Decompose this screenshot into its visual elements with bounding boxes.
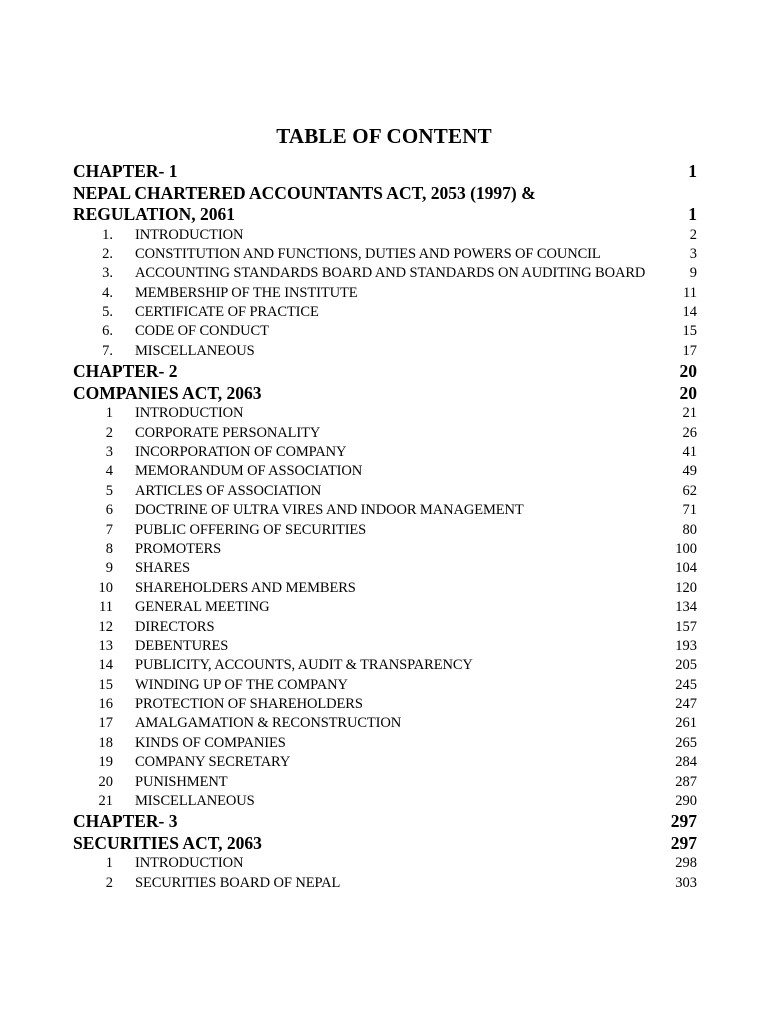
section-page: 261 xyxy=(675,715,697,732)
section-title: MISCELLANEOUS xyxy=(135,793,255,810)
act-title-page: 20 xyxy=(679,382,697,403)
section-number: 7. xyxy=(102,342,113,359)
toc-list xyxy=(73,161,697,893)
section-number: 17 xyxy=(98,715,113,732)
toc-entry-row[interactable] xyxy=(73,676,697,695)
section-page: 3 xyxy=(689,245,697,262)
section-page: 290 xyxy=(675,793,697,810)
section-title: KINDS OF COMPANIES xyxy=(135,734,286,751)
section-page: 15 xyxy=(682,323,697,340)
section-number: 14 xyxy=(98,657,113,674)
toc-title: TABLE OF CONTENT xyxy=(276,124,492,148)
toc-entry-row[interactable] xyxy=(73,303,697,322)
chapter-heading-page: 20 xyxy=(679,361,697,382)
section-number: 13 xyxy=(98,637,113,654)
act-title-page: 1 xyxy=(688,204,697,224)
chapter-heading: CHAPTER- 3 xyxy=(73,811,178,832)
section-title: ARTICLES OF ASSOCIATION xyxy=(135,482,322,499)
section-number: 16 xyxy=(98,696,113,713)
section-page: 205 xyxy=(675,657,697,674)
toc-entry-row[interactable] xyxy=(73,734,697,753)
section-number: 8 xyxy=(105,540,113,557)
act-title-row[interactable] xyxy=(73,383,697,405)
toc-entry-row[interactable] xyxy=(73,264,697,283)
toc-entry-row[interactable] xyxy=(73,226,697,245)
section-page: 14 xyxy=(682,304,697,321)
section-title: SHARES xyxy=(135,560,190,577)
section-title: GENERAL MEETING xyxy=(135,599,270,616)
section-title: CERTIFICATE OF PRACTICE xyxy=(135,304,319,321)
chapter-heading: CHAPTER- 2 xyxy=(73,361,178,382)
toc-entry-row[interactable] xyxy=(73,342,697,361)
section-number: 4. xyxy=(102,284,113,301)
toc-entry-row[interactable] xyxy=(73,521,697,540)
section-title: ACCOUNTING STANDARDS BOARD AND STANDARDS ON AUDITING BOARD xyxy=(135,265,646,282)
section-number: 5 xyxy=(105,482,113,499)
section-number: 1 xyxy=(105,855,113,872)
section-title: PUBLIC OFFERING OF SECURITIES xyxy=(135,521,367,538)
toc-entry-row[interactable] xyxy=(73,618,697,637)
chapter-heading-row[interactable] xyxy=(73,811,697,833)
section-page: 245 xyxy=(675,676,697,693)
toc-entry-row[interactable] xyxy=(73,404,697,423)
section-page: 80 xyxy=(682,521,697,538)
section-page: 17 xyxy=(682,342,697,359)
section-page: 157 xyxy=(675,618,697,635)
section-page: 247 xyxy=(675,696,697,713)
toc-entry-row[interactable] xyxy=(73,540,697,559)
section-title: MISCELLANEOUS xyxy=(135,342,255,359)
section-title: PROMOTERS xyxy=(135,540,222,557)
toc-entry-row[interactable] xyxy=(73,854,697,873)
chapter-heading: CHAPTER- 1 xyxy=(73,161,178,181)
section-number: 21 xyxy=(98,793,113,810)
act-title-line2: REGULATION, 2061 xyxy=(73,204,236,224)
section-title: DEBENTURES xyxy=(135,637,229,654)
section-title: INCORPORATION OF COMPANY xyxy=(135,444,347,461)
section-page: 71 xyxy=(682,502,697,519)
section-page: 41 xyxy=(682,444,697,461)
section-title: PUNISHMENT xyxy=(135,773,228,790)
section-number: 9 xyxy=(105,560,113,577)
act-title-row[interactable] xyxy=(73,833,697,855)
section-number: 1. xyxy=(102,226,113,243)
section-title: DIRECTORS xyxy=(135,618,215,635)
chapter-heading-page: 1 xyxy=(688,161,697,181)
section-page: 284 xyxy=(675,754,697,771)
section-number: 20 xyxy=(98,773,113,790)
toc-entry-row[interactable] xyxy=(73,284,697,303)
section-number: 1 xyxy=(105,405,113,422)
section-title: PUBLICITY, ACCOUNTS, AUDIT & TRANSPARENCY xyxy=(135,657,473,674)
section-title: DOCTRINE OF ULTRA VIRES AND INDOOR MANAGEMENT xyxy=(135,502,524,519)
section-number: 6 xyxy=(105,502,113,519)
section-page: 26 xyxy=(682,424,697,441)
section-page: 62 xyxy=(682,482,697,499)
section-number: 15 xyxy=(98,676,113,693)
section-number: 11 xyxy=(99,599,113,616)
toc-entry-row[interactable] xyxy=(73,443,697,462)
act-title-page: 297 xyxy=(670,832,697,853)
toc-entry-row[interactable] xyxy=(73,322,697,341)
section-title: CORPORATE PERSONALITY xyxy=(135,424,321,441)
toc-entry-row[interactable] xyxy=(73,424,697,443)
section-page: 2 xyxy=(689,226,697,243)
section-title: AMALGAMATION & RECONSTRUCTION xyxy=(135,715,402,732)
toc-entry-row[interactable] xyxy=(73,773,697,792)
section-number: 7 xyxy=(105,521,113,538)
toc-entry-row[interactable] xyxy=(73,714,697,733)
toc-entry-row[interactable] xyxy=(73,874,697,893)
section-title: COMPANY SECRETARY xyxy=(135,754,291,771)
act-title: COMPANIES ACT, 2063 xyxy=(73,382,262,403)
section-title: WINDING UP OF THE COMPANY xyxy=(135,676,348,693)
toc-entry-row[interactable] xyxy=(73,637,697,656)
toc-entry-row[interactable] xyxy=(73,753,697,772)
section-number: 2 xyxy=(105,874,113,891)
section-title: CONSTITUTION AND FUNCTIONS, DUTIES AND POWERS OF COUNCIL xyxy=(135,245,601,262)
section-page: 265 xyxy=(675,734,697,751)
section-page: 120 xyxy=(675,579,697,596)
toc-entry-row[interactable] xyxy=(73,245,697,264)
toc-entry-row[interactable] xyxy=(73,792,697,811)
section-number: 19 xyxy=(98,754,113,771)
section-title: SHAREHOLDERS AND MEMBERS xyxy=(135,579,356,596)
section-page: 134 xyxy=(675,599,697,616)
section-page: 287 xyxy=(675,773,697,790)
section-page: 100 xyxy=(675,540,697,557)
act-title-row[interactable] xyxy=(73,204,697,226)
section-number: 2 xyxy=(105,424,113,441)
section-page: 49 xyxy=(682,463,697,480)
section-number: 5. xyxy=(102,304,113,321)
toc-entry-row[interactable] xyxy=(73,695,697,714)
section-title: MEMBERSHIP OF THE INSTITUTE xyxy=(135,284,358,301)
chapter-heading-row[interactable] xyxy=(73,161,697,183)
section-page: 303 xyxy=(675,874,697,891)
chapter-heading-page: 297 xyxy=(670,811,697,832)
chapter-heading-row[interactable] xyxy=(73,361,697,383)
section-page: 9 xyxy=(689,265,697,282)
section-number: 10 xyxy=(98,579,113,596)
section-title: SECURITIES BOARD OF NEPAL xyxy=(135,874,341,891)
section-page: 11 xyxy=(683,284,697,301)
section-title: PROTECTION OF SHAREHOLDERS xyxy=(135,696,363,713)
act-title-row[interactable] xyxy=(73,183,697,205)
section-page: 193 xyxy=(675,637,697,654)
section-title: MEMORANDUM OF ASSOCIATION xyxy=(135,463,363,480)
section-number: 12 xyxy=(98,618,113,635)
section-number: 4 xyxy=(105,463,113,480)
section-number: 3 xyxy=(105,444,113,461)
toc-entry-row[interactable] xyxy=(73,482,697,501)
section-page: 21 xyxy=(682,405,697,422)
toc-entry-row[interactable] xyxy=(73,579,697,598)
act-title: SECURITIES ACT, 2063 xyxy=(73,832,262,853)
act-title-line1: NEPAL CHARTERED ACCOUNTANTS ACT, 2053 (1997) & xyxy=(73,182,536,203)
toc-entry-row[interactable] xyxy=(73,656,697,675)
section-number: 3. xyxy=(102,265,113,282)
toc-entry-row[interactable] xyxy=(73,559,697,578)
section-number: 6. xyxy=(102,323,113,340)
section-title: INTRODUCTION xyxy=(135,226,244,243)
section-title: CODE OF CONDUCT xyxy=(135,323,269,340)
toc-entry-row[interactable] xyxy=(73,501,697,520)
section-number: 2. xyxy=(102,245,113,262)
section-page: 104 xyxy=(675,560,697,577)
section-title: INTRODUCTION xyxy=(135,405,244,422)
toc-entry-row[interactable] xyxy=(73,598,697,617)
toc-entry-row[interactable] xyxy=(73,462,697,481)
section-title: INTRODUCTION xyxy=(135,855,244,872)
section-number: 18 xyxy=(98,734,113,751)
section-page: 298 xyxy=(675,855,697,872)
